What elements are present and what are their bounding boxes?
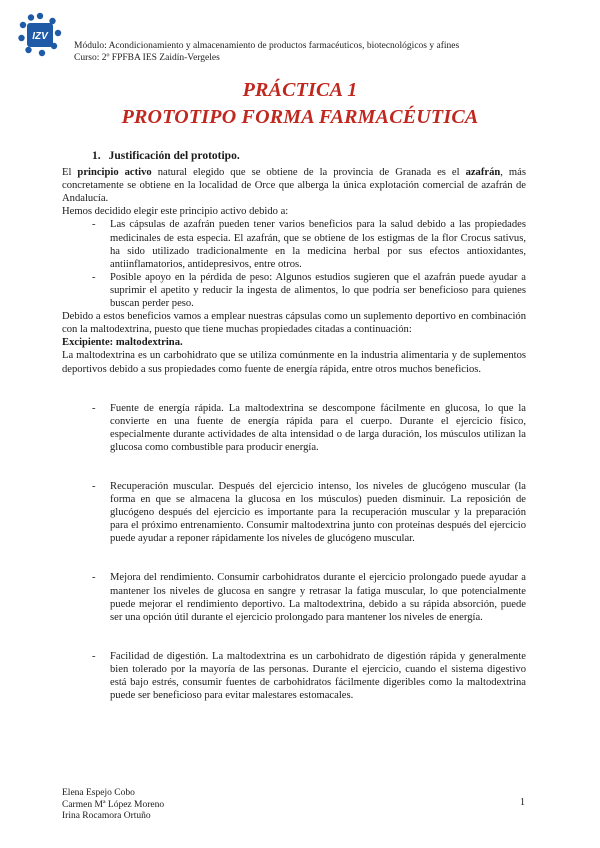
school-logo — [17, 12, 63, 58]
supplement-paragraph: Debido a estos beneficios vamos a emplear nuestras cápsulas como un suplemento deportivo en combinación con la maltodextrina, puesto que tiene muchas propiedades citadas a continuación: — [62, 311, 526, 336]
excipient-paragraph: La maltodextrina es un carbohidrato que se utiliza comúnmente en la industria alimentaria y de suplementos deportivos debido a sus propiedades como fuente de energía rápida, entre otros muchos beneficios. — [62, 350, 526, 375]
section-number: 1. — [92, 150, 101, 162]
benefit-text: Facilidad de digestión. La maltodextrina es un carbohidrato de digestión rápida y generalmente bien tolerado por la mayoría de las personas. Durante el ejercicio, cuando el sistema digestivo está bajo estrés, consumir fuentes de carbohidratos fácilmente digeribles como la maltodextrina puede ser beneficioso para evitar malestares estomacales. — [110, 650, 526, 702]
list-item — [92, 571, 526, 623]
authors-list — [62, 788, 164, 823]
reasons-intro: Hemos decidido elegir este principio activo debido a: — [62, 206, 289, 218]
bullet-dash: - — [92, 572, 96, 584]
excipient-heading: Excipiente: maltodextrina. — [62, 337, 183, 349]
list-item — [92, 271, 526, 310]
benefit-text: Recuperación muscular. Después del ejercicio intenso, los niveles de glucógeno muscular (la forma en que se almacena la glucosa en los músculos) pueden disminuir. La reposición de glucógeno después del ejercicio es importante para la recuperación muscular y la preparación para el próximo entrenamiento. Consumir maltodextrina junto con proteínas después del ejercicio puede ayudar a reponer rápidamente los niveles de glucógeno muscular. — [110, 480, 526, 545]
active-ingredient-label: principio activo — [77, 167, 152, 179]
header-course: Curso: 2º FPFBA IES Zaidín-Vergeles — [74, 53, 220, 63]
benefit-text: Fuente de energía rápida. La maltodextrina se descompone fácilmente en glucosa, lo que la convierte en una fuente de energía rápida para el cuerpo. Durante el ejercicio físico, especialmente durante actividades de alta intensidad o de larga duración, los músculos utilizan la glucosa como combustible para producir energía. — [110, 402, 526, 453]
logo-text: IZV — [32, 31, 48, 42]
page-number: 1 — [520, 797, 525, 808]
list-item — [92, 218, 526, 270]
document-header — [74, 40, 459, 64]
section-heading — [92, 150, 526, 163]
page-title: PRÁCTICA 1 — [242, 79, 358, 101]
reason-text: Las cápsulas de azafrán pueden tener varios beneficios para la salud debido a las propiedades medicinales de esta especia. El azafrán, que se obtiene de los estigmas de la flor Crocus sativus, ha sido utilizado tradicionalmente en la medicina herbal por sus efectos antioxidantes, antiinflamatorios, antidepresivos, entre otros. — [110, 219, 526, 270]
reason-text: Posible apoyo en la pérdida de peso: Algunos estudios sugieren que el azafrán puede ayudar a suprimir el apetito y reducir la ingesta de alimentos, lo que podría ser beneficioso para quienes buscan perder peso. — [110, 271, 526, 310]
bullet-dash: - — [92, 402, 96, 414]
section-title: Justificación del prototipo. — [108, 150, 240, 162]
author-name: Elena Espejo Cobo — [62, 788, 135, 798]
list-item — [92, 480, 526, 545]
bullet-dash: - — [92, 650, 96, 662]
list-item — [92, 402, 526, 454]
bullet-dash: - — [92, 219, 96, 231]
list-item — [92, 650, 526, 702]
benefit-text: Mejora del rendimiento. Consumir carbohidratos durante el ejercicio prolongado puede ayudar a mantener los niveles de glucosa en sangre y retrasar la fatiga muscular, lo que potencialmente puede mejorar el rendimiento deportivo. La maltodextrina, debido a su rápida absorción, puede ser una opción útil durante el ejercicio prolongado para mantener los niveles de energía. — [110, 572, 526, 623]
author-name: Carmen Mª López Moreno — [62, 799, 165, 810]
document-body — [62, 150, 526, 702]
saffron-label: azafrán — [465, 167, 501, 179]
bullet-dash: - — [92, 480, 96, 492]
page-subtitle: PROTOTIPO FORMA FARMACÉUTICA — [121, 106, 479, 128]
author-name: Irina Rocamora Ortuño — [62, 811, 151, 821]
intro-paragraph: El principio activo natural elegido que se obtiene de la provincia de Granada es el azafrán, más concretamente se obtiene en la localidad de Orce que alberga la única explotación comercial de azafrán de Andalucía. — [62, 167, 526, 205]
bullet-dash: - — [92, 271, 96, 283]
header-module: Módulo: Acondicionamiento y almacenamiento de productos farmacéuticos, biotecnológicos y afines — [74, 41, 460, 51]
